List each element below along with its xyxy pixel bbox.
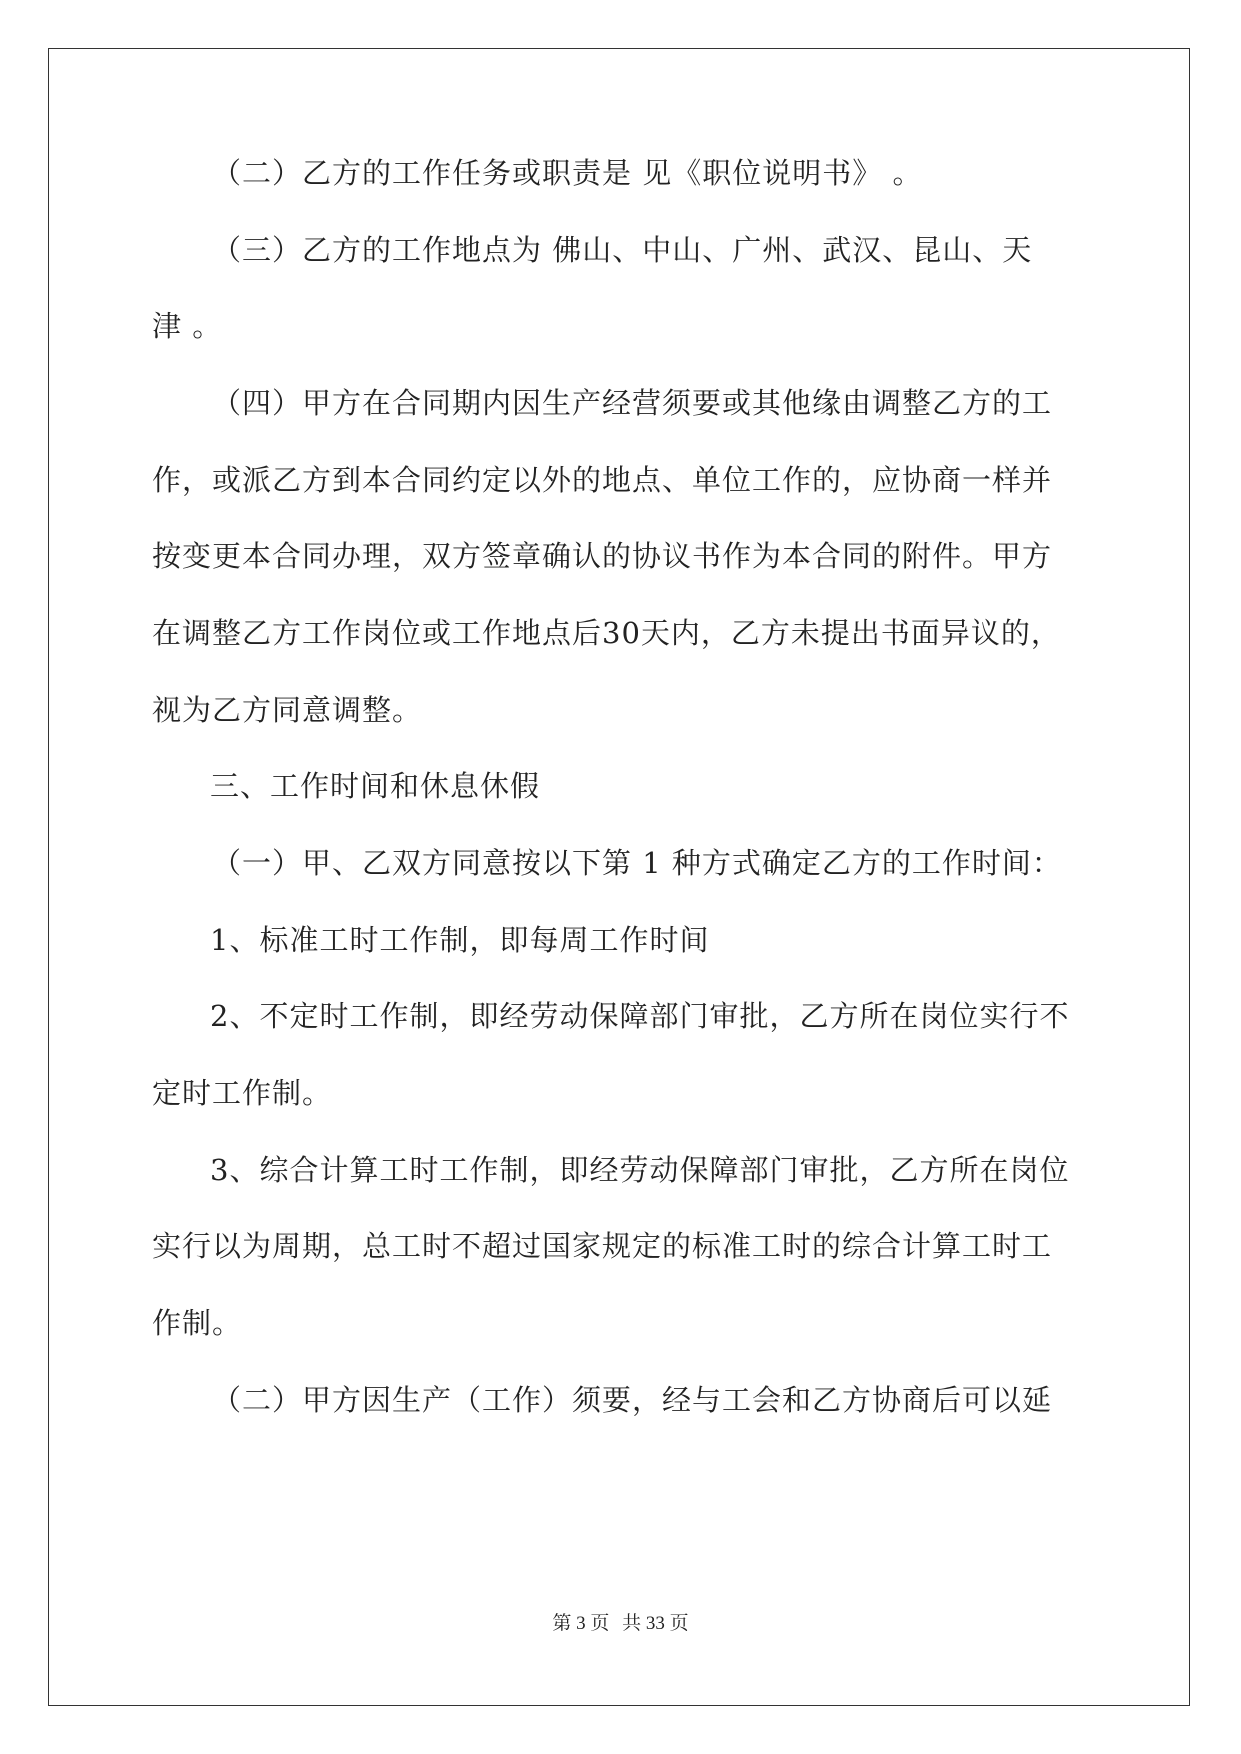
list-item: 3、综合计算工时工作制，即经劳动保障部门审批，乙方所在岗位	[210, 1153, 1070, 1187]
paragraph-line: （二）乙方的工作任务或职责是 见《职位说明书》 。	[212, 156, 923, 190]
paragraph-line: 在调整乙方工作岗位或工作地点后30天内，乙方未提出书面异议的，	[152, 616, 1061, 650]
paragraph-line: 作，或派乙方到本合同约定以外的地点、单位工作的，应协商一样并	[152, 463, 1053, 497]
paragraph-line: （一）甲、乙双方同意按以下第 1 种方式确定乙方的工作时间：	[212, 846, 1062, 880]
page-number: 第 3 页	[552, 1613, 610, 1634]
paragraph-line: 按变更本合同办理，双方签章确认的协议书作为本合同的附件。甲方	[152, 539, 1053, 573]
list-item: 1、标准工时工作制，即每周工作时间	[210, 923, 710, 957]
section-heading: 三、工作时间和休息休假	[210, 769, 541, 803]
total-pages: 共 33 页	[622, 1613, 689, 1634]
paragraph-line: （三）乙方的工作地点为 佛山、中山、广州、武汉、昆山、天	[212, 233, 1033, 267]
paragraph-line: 视为乙方同意调整。	[152, 693, 423, 727]
paragraph-line: 作制。	[152, 1306, 243, 1340]
paragraph-line: 实行以为周期，总工时不超过国家规定的标准工时的综合计算工时工	[152, 1229, 1053, 1263]
paragraph-line: 津 。	[152, 309, 223, 343]
page-footer	[0, 1608, 1241, 1635]
paragraph-line: 定时工作制。	[152, 1076, 333, 1110]
list-item: 2、不定时工作制，即经劳动保障部门审批，乙方所在岗位实行不	[210, 999, 1070, 1033]
paragraph-line: （二）甲方因生产（工作）须要，经与工会和乙方协商后可以延	[212, 1383, 1053, 1417]
paragraph-line: （四）甲方在合同期内因生产经营须要或其他缘由调整乙方的工	[212, 386, 1053, 420]
